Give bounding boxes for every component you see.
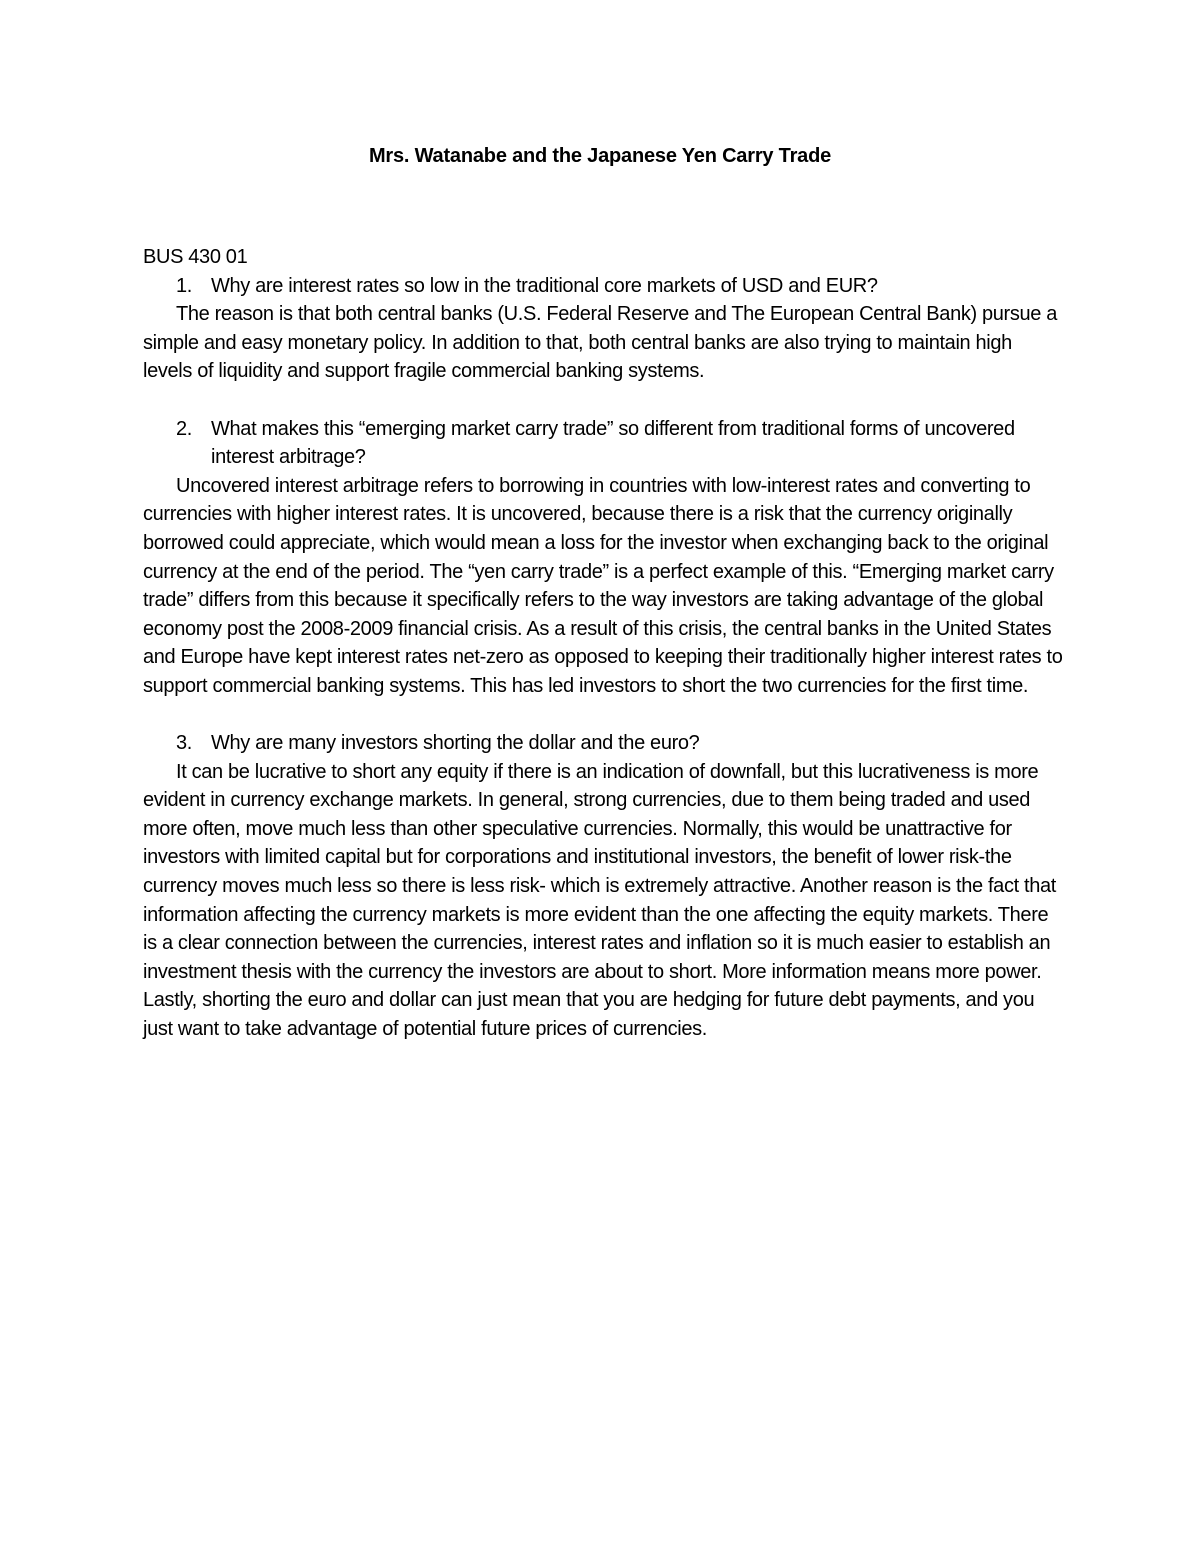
answer-2: Uncovered interest arbitrage refers to borrowing in countries with low-interest rates and converting to currencies with higher interest rates. It is uncovered, because there is a risk that the currency originally borrowed could appreciate, which would mean a loss for the investor when exchanging back to the original currency at the end of the period. The “yen carry trade” is a perfect example of this. “Emerging market carry trade” differs from this because it specifically refers to the way investors are taking advantage of the global economy post the 2008-2009 financial crisis. As a result of this crisis, the central banks in the United States and Europe have kept interest rates net-zero as opposed to keeping their traditionally higher interest rates to support commercial banking systems. This has led investors to short the two currencies for the first time. bbox=[143, 474, 1063, 697]
paragraph-spacer bbox=[143, 701, 1063, 730]
question-number: 1. bbox=[176, 274, 192, 297]
question-block-1 bbox=[143, 272, 1063, 386]
question-block-3 bbox=[143, 729, 1063, 1044]
answer-1: The reason is that both central banks (U.S. Federal Reserve and The European Central Bank) pursue a simple and easy monetary policy. In addition to that, both central banks are also trying to maintain high levels of liquidity and support fragile commercial banking systems. bbox=[143, 303, 1058, 383]
question-2 bbox=[143, 415, 1063, 472]
question-block-2 bbox=[143, 415, 1063, 701]
document-title: Mrs. Watanabe and the Japanese Yen Carry Trade bbox=[368, 145, 832, 167]
answer-3: It can be lucrative to short any equity if there is an indication of downfall, but this lucrativeness is more evident in currency exchange markets. In general, strong currencies, due to them being traded and used more often, move much less than other speculative currencies. Normally, this would be unattractive for investors with limited capital but for corporations and institutional investors, the benefit of lower risk-the currency moves much less so there is less risk- which is extremely attractive. Another reason is the fact that information affecting the currency markets is more evident than the one affecting the equity markets. There is a clear connection between the currencies, interest rates and inflation so it is much easier to establish an investment thesis with the currency the investors are about to short. More information means more power. Lastly, shorting the euro and dollar can just mean that you are hedging for future debt payments, and you just want to take advantage of potential future prices of currencies. bbox=[143, 760, 1056, 1041]
document-body bbox=[143, 243, 1063, 1044]
question-text: Why are interest rates so low in the traditional core markets of USD and EUR? bbox=[211, 274, 878, 297]
question-1 bbox=[143, 272, 1063, 301]
question-text: What makes this “emerging market carry trade” so different from traditional forms of uncovered interest arbitrage? bbox=[211, 417, 1015, 469]
paragraph-spacer bbox=[143, 386, 1063, 415]
question-text: Why are many investors shorting the dollar and the euro? bbox=[211, 732, 700, 755]
question-3 bbox=[143, 729, 1063, 758]
question-number: 2. bbox=[176, 417, 192, 440]
course-code: BUS 430 01 bbox=[143, 246, 248, 268]
question-number: 3. bbox=[176, 732, 192, 755]
